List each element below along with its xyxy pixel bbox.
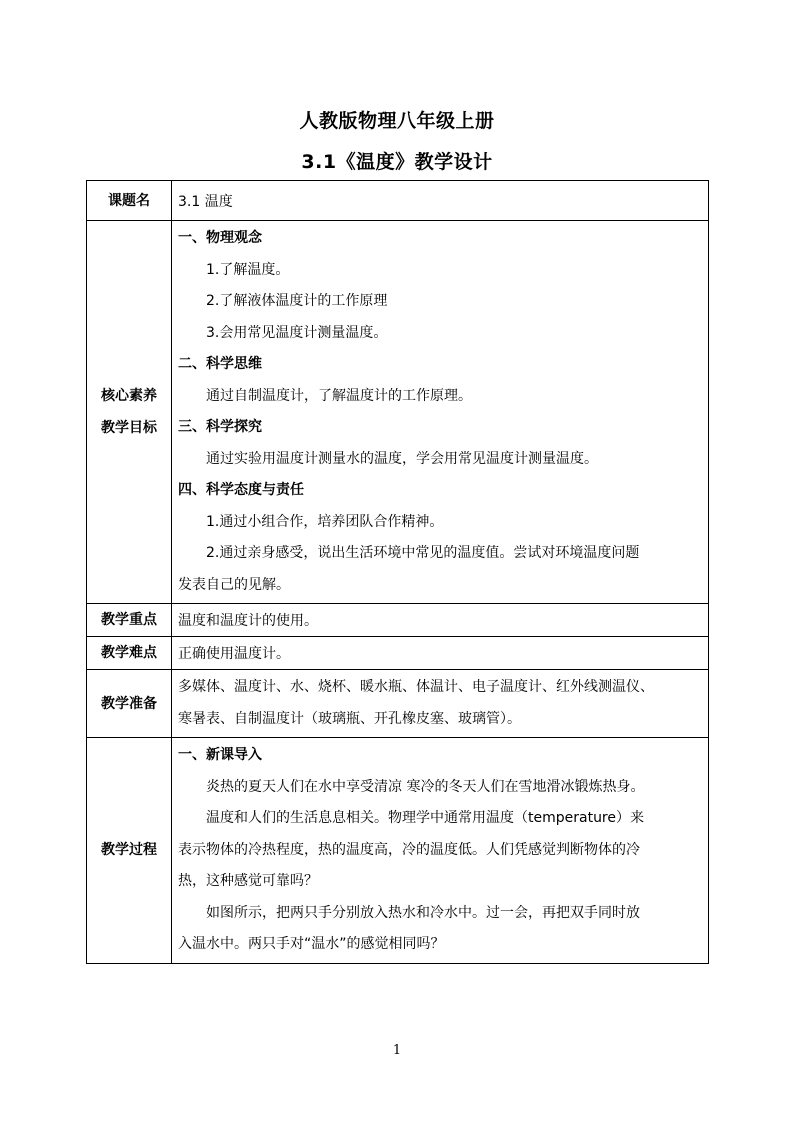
- goal-item: 1.了解温度。: [206, 261, 290, 278]
- goal-section-1-title: 一、物理观念: [178, 230, 262, 246]
- lesson-plan-table: [86, 180, 709, 964]
- goal-item: 3.会用常见温度计测量温度。: [206, 324, 388, 341]
- goals-label-line2: 教学目标: [101, 420, 157, 436]
- goal-item: 1.通过小组合作，培养团队合作精神。: [206, 513, 444, 530]
- preparation-line: 多媒体、温度计、水、烧杯、暖水瓶、体温计、电子温度计、红外线测温仪、: [178, 679, 654, 695]
- goal-section-4-title: 四、科学态度与责任: [178, 482, 304, 498]
- goal-item: 2.通过亲身感受，说出生活环境中常见的温度值。尝试对环境温度问题: [206, 545, 640, 561]
- preparation-line: 寒暑表、自制温度计（玻璃瓶、开孔橡皮塞、玻璃管）。: [178, 710, 521, 727]
- goal-section-3-title: 三、科学探究: [178, 419, 262, 435]
- table-row-topic: [87, 181, 709, 221]
- table-row-difficulties: [87, 637, 709, 670]
- goals-label: [87, 221, 172, 604]
- table-row-goals: [87, 221, 709, 604]
- process-paragraph: 炎热的夏天人们在水中享受清凉 寒冷的冬天人们在雪地滑冰锻炼热身。: [206, 778, 645, 795]
- goals-label-line1: 核心素养: [101, 388, 157, 404]
- goals-content: [172, 221, 709, 604]
- topic-label: 课题名: [87, 181, 172, 221]
- key-points-value: 温度和温度计的使用。: [172, 604, 709, 637]
- key-points-label: 教学重点: [87, 604, 172, 637]
- goal-item: 2.了解液体温度计的工作原理: [206, 293, 388, 309]
- process-content: [172, 738, 709, 964]
- page-number: 1: [392, 1043, 402, 1058]
- table-row-preparation: [87, 670, 709, 738]
- process-paragraph-continuation: 热，这种感觉可靠吗？: [178, 873, 318, 889]
- difficulties-label: 教学难点: [87, 637, 172, 670]
- difficulties-value: 正确使用温度计。: [172, 637, 709, 670]
- process-paragraph-continuation: 入温水中。两只手对“温水”的感觉相同吗？: [178, 936, 445, 952]
- process-section-title: 一、新课导入: [178, 747, 262, 763]
- goal-section-3-text: 通过实验用温度计测量水的温度，学会用常见温度计测量温度。: [206, 450, 598, 467]
- topic-value: 3.1 温度: [172, 181, 709, 221]
- preparation-content: [172, 670, 709, 738]
- document-subtitle: 3.1《温度》教学设计: [301, 151, 493, 173]
- process-paragraph-continuation: 表示物体的冷热程度，热的温度高，冷的温度低。人们凭感觉判断物体的冷: [178, 841, 640, 858]
- process-paragraph: 温度和人们的生活息息相关。物理学中通常用温度（temperature）来: [206, 810, 644, 826]
- table-row-key-points: [87, 604, 709, 637]
- preparation-label: 教学准备: [87, 670, 172, 738]
- process-paragraph: 如图所示，把两只手分别放入热水和冷水中。过一会，再把双手同时放: [206, 904, 640, 921]
- table-row-process: [87, 738, 709, 964]
- goal-item-continuation: 发表自己的见解。: [178, 576, 290, 593]
- process-label: 教学过程: [87, 738, 172, 964]
- goal-section-2-title: 二、科学思维: [178, 356, 262, 372]
- document-title: 人教版物理八年级上册: [299, 110, 495, 132]
- goal-section-2-text: 通过自制温度计，了解温度计的工作原理。: [206, 387, 472, 404]
